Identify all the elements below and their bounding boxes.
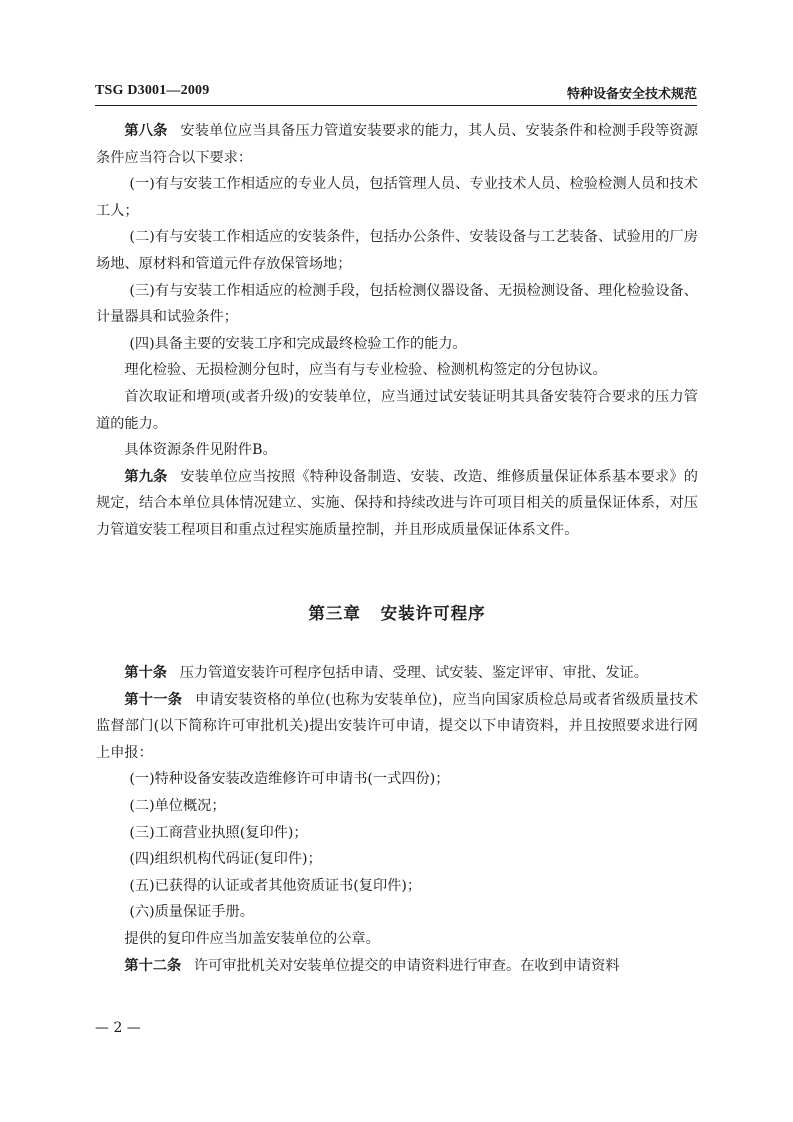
article-label: 第八条: [124, 123, 168, 139]
list-item: [96, 278, 698, 331]
paragraph-text: (二)有与安装工作相适应的安装条件，包括办公条件、安装设备与工艺装备、试验用的厂房场地、原材料和管道元件存放保管场地；: [96, 229, 698, 272]
paragraph-text: 具体资源条件见附件B。: [124, 442, 277, 459]
paragraph-text: 压力管道安装许可程序包括申请、受理、试安装、鉴定评审、审批、发证。: [179, 665, 648, 681]
paragraph-text: (三)有与安装工作相适应的检测手段，包括检测仪器设备、无损检测设备、理化检验设备、计量器具和试验条件；: [96, 282, 698, 326]
paragraph-text: (六)质量保证手册。: [129, 904, 254, 921]
paragraph-text: (三)工商营业执照(复印件)；: [129, 824, 308, 841]
article-10: [96, 660, 698, 687]
list-item: [96, 846, 698, 873]
list-item: [96, 793, 698, 820]
chapter-heading: [96, 600, 698, 624]
paragraph-text: 申请安装资格的单位(也称为安装单位)，应当向国家质检总局或者省级质量技术监督部门(以下简称许可审批机关)提出安装许可申请，提交以下申请资料，并且按照要求进行网上申报：: [96, 691, 698, 761]
paragraph: [96, 437, 698, 464]
paragraph-text: 首次取证和增项(或者升级)的安装单位，应当通过试安装证明其具备安装符合要求的压力管道的能力。: [96, 388, 698, 432]
paragraph-text: 安装单位应当按照《特种设备制造、安装、改造、维修质量保证体系基本要求》的规定，结合本单位具体情况建立、实施、保持和持续改进与许可项目相关的质量保证体系，对压力管道安装工程项目和重点过程实施质量控制，并且形成质量保证体系文件。: [96, 468, 698, 538]
article-11: [96, 687, 698, 767]
article-label: 第十条: [124, 665, 167, 681]
paragraph: [96, 384, 698, 437]
page-header: [95, 83, 697, 106]
article-label: 第九条: [124, 468, 168, 485]
list-item: [96, 766, 698, 793]
header-title: 特种设备安全技术规范: [566, 87, 697, 102]
paragraph-text: (四)组织机构代码证(复印件)；: [129, 851, 322, 868]
paragraph: [96, 357, 698, 384]
paragraph-text: (五)已获得的认证或者其他资质证书(复印件)；: [129, 877, 422, 894]
standard-code: TSG D3001—2009: [95, 83, 210, 98]
paragraph-text: (二)单位概况；: [129, 797, 226, 814]
list-item: [96, 331, 698, 358]
list-item: [96, 899, 698, 926]
paragraph-text: (一)特种设备安装改造维修许可申请书(一式四份)；: [129, 771, 450, 788]
paragraph-text: 提供的复印件应当加盖安装单位的公章。: [124, 930, 380, 947]
paragraph-text: 许可审批机关对安装单位提交的申请资料进行审查。在收到申请资料: [193, 957, 620, 974]
list-item: [96, 171, 698, 224]
paragraph: [96, 926, 698, 953]
chapter-title: 安装许可程序: [380, 604, 486, 623]
list-item: [96, 224, 698, 277]
page-number: — 2 —: [95, 1020, 141, 1036]
paragraph-text: (四)具备主要的安装工序和完成最终检验工作的能力。: [129, 335, 467, 352]
article-label: 第十二条: [124, 957, 182, 974]
paragraph-text: (一)有与安装工作相适应的专业人员，包括管理人员、专业技术人员、检验检测人员和技术工人；: [96, 176, 698, 219]
section-top: [96, 118, 698, 544]
list-item: [96, 873, 698, 900]
article-12: [96, 953, 698, 980]
article-9: [96, 464, 698, 544]
paragraph-text: 理化检验、无损检测分包时，应当有与专业检验、检测机构签定的分包协议。: [124, 362, 607, 379]
paragraph-text: 安装单位应当具备压力管道安装要求的能力，其人员、安装条件和检测手段等资源条件应当符合以下要求：: [96, 123, 698, 166]
article-8: [96, 118, 698, 171]
list-item: [96, 820, 698, 847]
chapter-number: 第三章: [308, 604, 361, 623]
article-label: 第十一条: [124, 691, 183, 708]
section-bottom: [96, 660, 698, 979]
